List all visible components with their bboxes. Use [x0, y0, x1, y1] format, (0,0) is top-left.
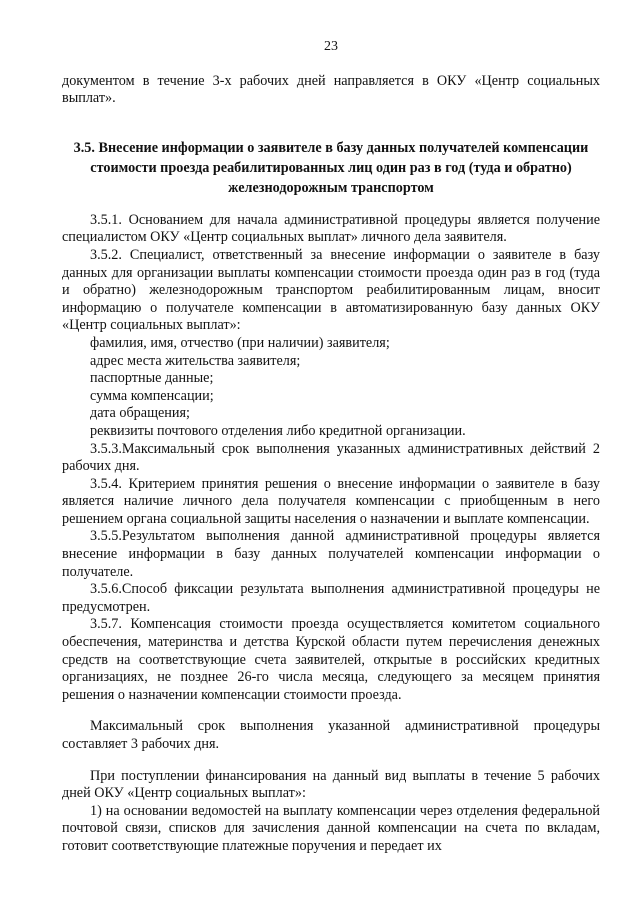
list-item: адрес места жительства заявителя;: [90, 352, 301, 369]
data-fields-list: [62, 335, 600, 441]
list-item: паспортные данные;: [90, 370, 214, 387]
paragraph-3-5-4: 3.5.4. Критерием принятия решения о внесение информации о заявителе в базу является наличие личного дела получателя компенсации с приобщенным в него решением органа социальной защиты населения о назначении и выплате компенсации.: [62, 475, 600, 527]
page-number: 23: [324, 39, 338, 54]
paragraph-max-term: Максимальный срок выполнения указанной административной процедуры составляет 3 рабочих дня.: [62, 718, 600, 752]
list-item: реквизиты почтового отделения либо кредитной организации.: [90, 422, 466, 439]
paragraph-3-5-3: 3.5.3.Максимальный срок выполнения указанных административных действий 2 рабочих дня.: [62, 440, 600, 475]
paragraph-3-5-5: 3.5.5.Результатом выполнения данной административной процедуры является внесение информации в базу данных получателей компенсации информации о получателе.: [62, 528, 600, 580]
paragraph-3-5-7: 3.5.7. Компенсация стоимости проезда осуществляется комитетом социального обеспечения, материнства и детства Курской области путем перечисления денежных средств на соответствующие счета заявителей, открытые в российских кредитных организациях, не позднее 26-го числа месяца, следующего за месяцем принятия решения о назначении компенсации стоимости проезда.: [62, 616, 600, 703]
paragraph-3-5-6: 3.5.6.Способ фиксации результата выполнения административной процедуры не предусмотрен.: [62, 581, 600, 615]
list-item: фамилия, имя, отчество (при наличии) заявителя;: [90, 334, 390, 351]
paragraph-item-1: 1) на основании ведомостей на выплату компенсации через отделения федеральной почтовой связи, списков для зачисления данной компенсации на счета по вкладам, готовит соответствующие платежные поручения и передает их: [62, 802, 600, 854]
continuation-paragraph: документом в течение 3-х рабочих дней направляется в ОКУ «Центр социальных выплат».: [62, 72, 600, 107]
paragraph-financing: При поступлении финансирования на данный вид выплаты в течение 5 рабочих дней ОКУ «Центр социальных выплат»:: [62, 767, 600, 802]
section-heading: 3.5. Внесение информации о заявителе в базу данных получателей компенсации стоимости проезда реабилитированных лиц один раз в год (туда и обратно) железнодорожным транспортом: [73, 139, 589, 196]
paragraph-3-5-1: 3.5.1. Основанием для начала административной процедуры является получение специалистом ОКУ «Центр социальных выплат» личного дела заявителя.: [62, 211, 600, 246]
list-item: сумма компенсации;: [90, 387, 214, 404]
paragraph-3-5-2: 3.5.2. Специалист, ответственный за внесение информации о заявителе в базу данных для организации выплаты компенсации стоимости проезда один раз в год (туда и обратно) железнодорожным транспортом реабилитированным лицам, вносит информацию о получателе компенсации в автоматизированную базу данных ОКУ «Центр социальных выплат»:: [62, 246, 600, 334]
list-item: дата обращения;: [90, 405, 190, 422]
